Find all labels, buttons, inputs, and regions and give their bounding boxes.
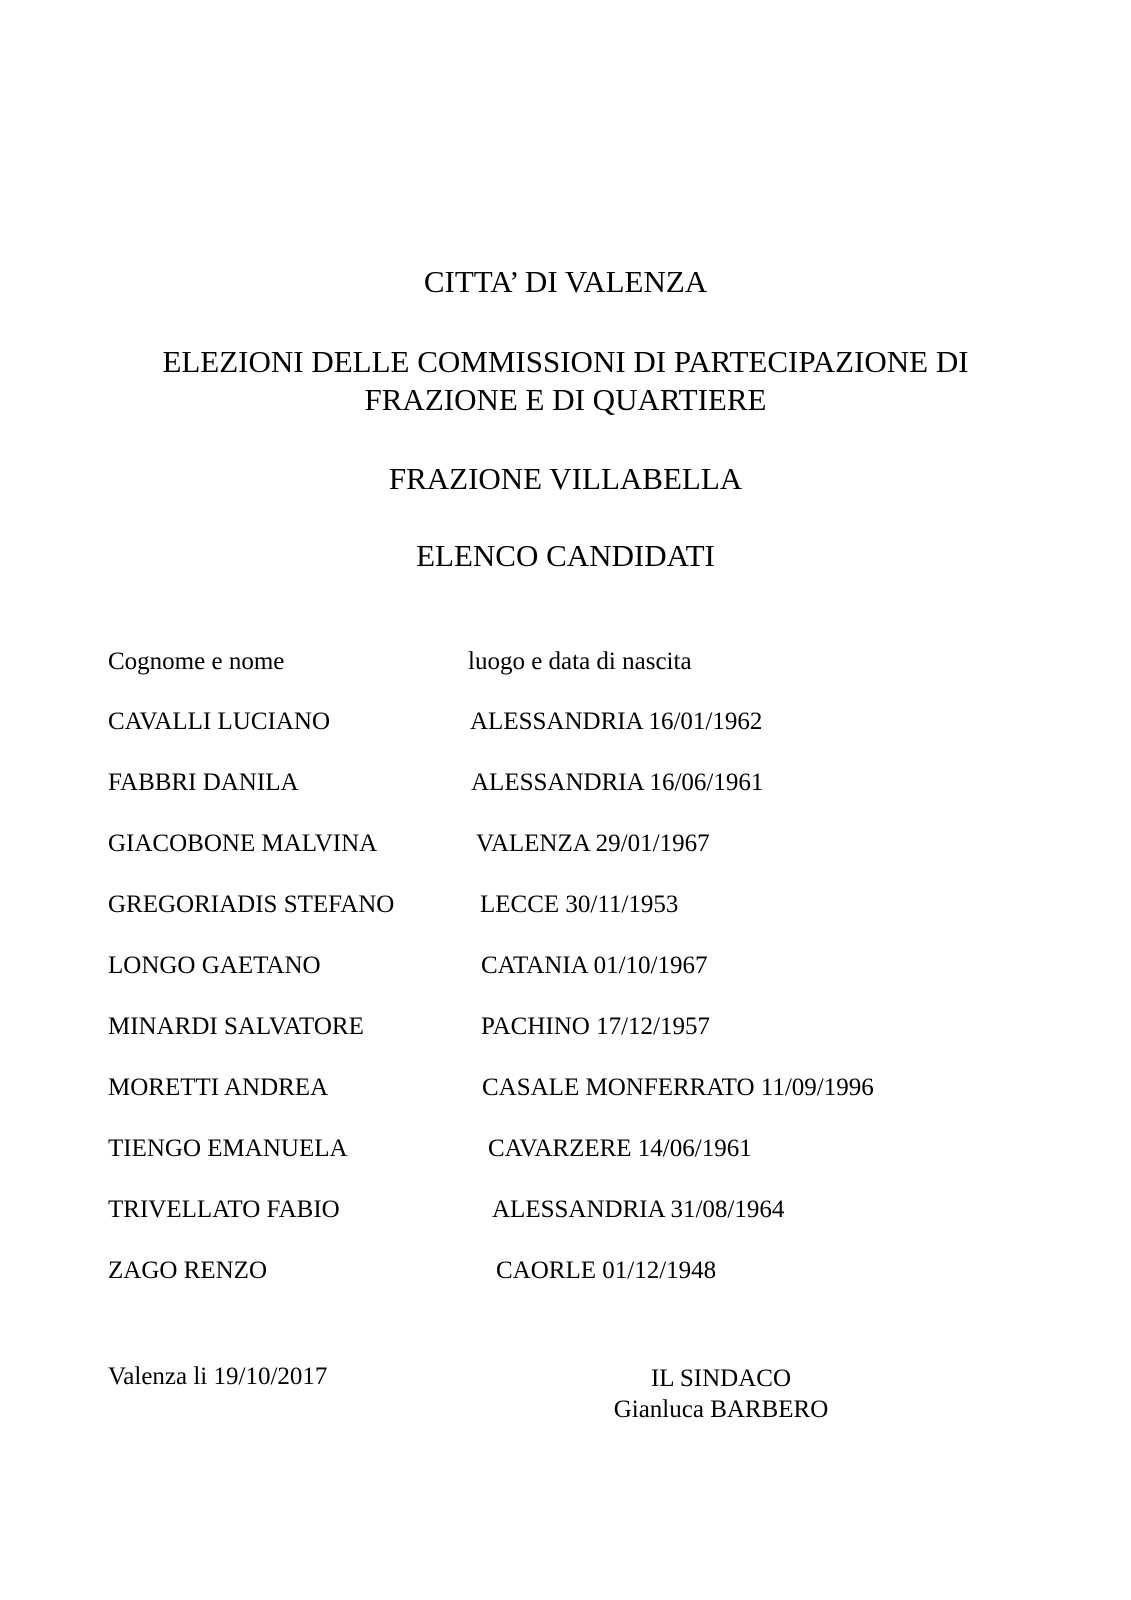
- frazione-title: FRAZIONE VILLABELLA: [388, 461, 743, 496]
- city-title: CITTA’ DI VALENZA: [423, 264, 708, 299]
- candidate-list-title: ELENCO CANDIDATI: [416, 538, 715, 573]
- candidate-name: CAVALLI LUCIANO: [108, 708, 330, 735]
- table-row: [0, 1013, 1131, 1043]
- candidate-name: TRIVELLATO FABIO: [108, 1196, 340, 1223]
- table-row: [0, 708, 1131, 738]
- table-row: [0, 1257, 1131, 1287]
- election-title-line-1: ELEZIONI DELLE COMMISSIONI DI PARTECIPAZIONE DI: [162, 344, 969, 379]
- candidate-birth: VALENZA 29/01/1967: [476, 830, 710, 857]
- table-row: [0, 1074, 1131, 1104]
- candidate-birth: CATANIA 01/10/1967: [481, 952, 708, 979]
- table-row: [0, 952, 1131, 982]
- candidate-name: FABBRI DANILA: [108, 769, 299, 796]
- table-row: [0, 891, 1131, 921]
- signature-block: [591, 1363, 851, 1425]
- candidate-birth: PACHINO 17/12/1957: [481, 1013, 710, 1040]
- candidate-name: TIENGO EMANUELA: [108, 1135, 348, 1162]
- candidate-birth: ALESSANDRIA 16/06/1961: [471, 769, 764, 796]
- candidate-name: MINARDI SALVATORE: [108, 1013, 364, 1040]
- signatory-name: Gianluca BARBERO: [613, 1396, 829, 1423]
- candidate-name: GIACOBONE MALVINA: [108, 830, 378, 857]
- table-row: [0, 830, 1131, 860]
- candidate-name: MORETTI ANDREA: [108, 1074, 329, 1101]
- candidate-name: GREGORIADIS STEFANO: [108, 891, 395, 918]
- candidate-birth: LECCE 30/11/1953: [480, 891, 679, 918]
- column-header-birth: luogo e data di nascita: [468, 648, 692, 675]
- candidate-birth: ALESSANDRIA 31/08/1964: [492, 1196, 785, 1223]
- candidate-birth: ALESSANDRIA 16/01/1962: [470, 708, 763, 735]
- place-and-date: Valenza li 19/10/2017: [108, 1363, 328, 1390]
- candidate-birth: CAORLE 01/12/1948: [496, 1257, 717, 1284]
- table-header-row: [0, 648, 1131, 678]
- candidate-name: ZAGO RENZO: [108, 1257, 268, 1284]
- table-row: [0, 1196, 1131, 1226]
- column-header-name: Cognome e nome: [108, 648, 285, 675]
- table-row: [0, 769, 1131, 799]
- table-row: [0, 1135, 1131, 1165]
- election-title-line-2: FRAZIONE E DI QUARTIERE: [364, 382, 767, 417]
- candidate-birth: CAVARZERE 14/06/1961: [488, 1135, 752, 1162]
- candidate-birth: CASALE MONFERRATO 11/09/1996: [482, 1074, 874, 1101]
- candidate-name: LONGO GAETANO: [108, 952, 321, 979]
- signatory-role: IL SINDACO: [650, 1365, 792, 1392]
